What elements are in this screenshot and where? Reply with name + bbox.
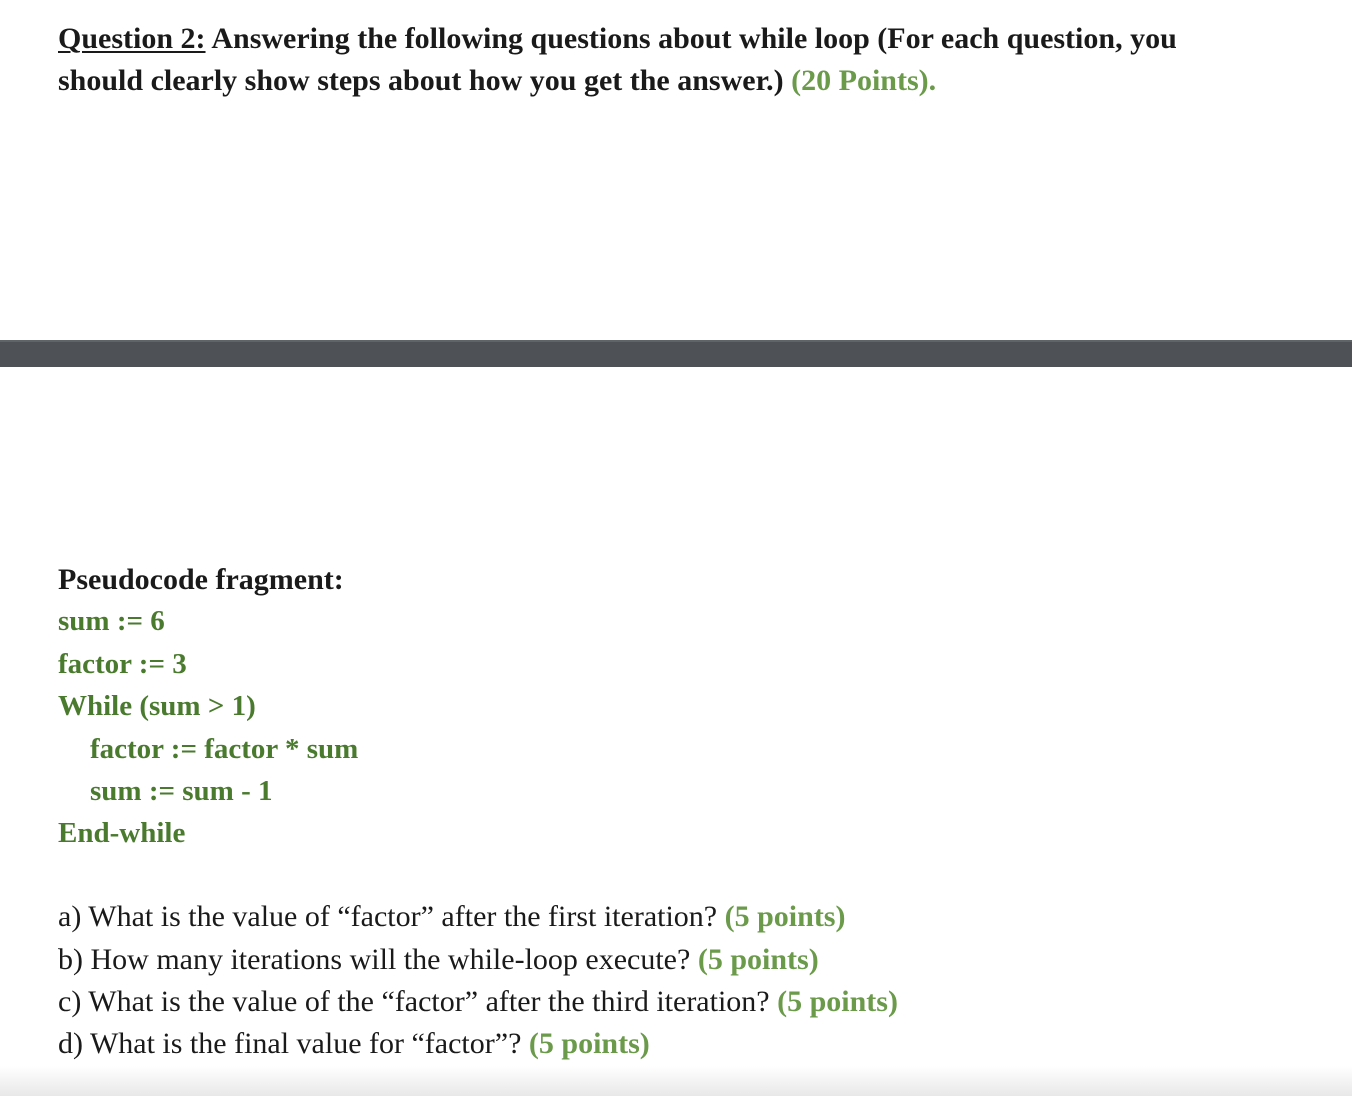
subquestion-b-text: b) How many iterations will the while-loop execute?	[58, 943, 698, 976]
page-2	[0, 367, 1352, 1096]
code-line-while: While (sum > 1)	[58, 690, 256, 722]
pseudocode-title: Pseudocode fragment:	[58, 563, 344, 596]
bottom-shadow	[0, 1066, 1352, 1096]
subquestion-b	[58, 940, 819, 980]
question-label: Question 2:	[58, 22, 206, 55]
subquestion-c-points: (5 points)	[777, 985, 898, 1018]
page-divider	[0, 340, 1352, 367]
subquestion-a-text: a) What is the value of “factor” after the first iteration?	[58, 900, 725, 933]
subquestion-c	[58, 982, 898, 1022]
subquestion-d-points: (5 points)	[528, 1027, 650, 1060]
subquestion-d-text: d) What is the final value for “factor”?	[58, 1027, 529, 1060]
subquestion-d	[58, 1024, 650, 1064]
code-line-factor-init: factor := 3	[58, 648, 187, 680]
question-text-line2: should clearly show steps about how you get the answer.)	[58, 64, 792, 97]
question-text-line1: Answering the following questions about while loop (For each question, you	[205, 22, 1177, 55]
code-line-end-while: End-while	[58, 817, 186, 849]
subquestion-c-text: c) What is the value of the “factor” after the third iteration?	[58, 985, 778, 1018]
question-points: (20 Points).	[791, 64, 937, 97]
code-line-sum-update: sum := sum - 1	[90, 775, 273, 807]
question-heading	[58, 18, 1318, 102]
code-line-sum-init: sum := 6	[58, 605, 165, 637]
code-line-factor-update: factor := factor * sum	[90, 733, 359, 765]
subquestion-a-points: (5 points)	[724, 900, 846, 933]
subquestion-b-points: (5 points)	[697, 943, 819, 976]
page-1	[0, 0, 1352, 340]
subquestion-a	[58, 897, 845, 937]
